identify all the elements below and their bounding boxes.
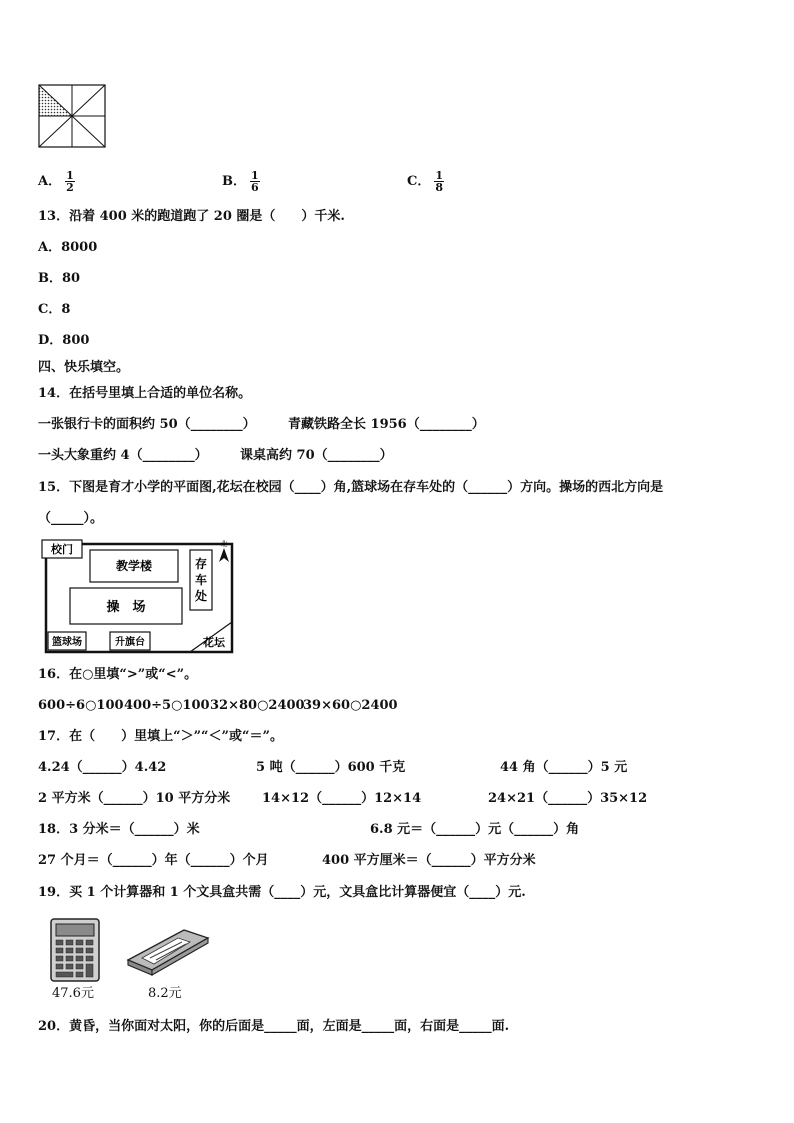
q17-stem: 17．在（ ）里填上“＞”“＜”或“＝”。 bbox=[38, 729, 283, 744]
q16-item-3: 32×80○2400 bbox=[210, 698, 305, 713]
q12-option-a: A． $\frac{1}{2}$ bbox=[38, 169, 74, 194]
q17-row1-item2: 5 吨（______）600 千克 bbox=[256, 760, 406, 775]
map-playground-label: 操 场 bbox=[106, 600, 146, 615]
q13-option-d: D．800 bbox=[38, 333, 90, 348]
q16-item-2: 400÷5○100 bbox=[124, 698, 210, 713]
q14-line1a: 一张银行卡的面积约 50（________） bbox=[38, 417, 256, 432]
q16-item-1: 600÷6○100 bbox=[38, 698, 124, 713]
q20-stem: 20．黄昏，当你面对太阳，你的后面是_____面，左面是_____面，右面是_____面. bbox=[38, 1019, 510, 1034]
map-building-label: 教学楼 bbox=[115, 559, 153, 573]
map-gate-label: 校门 bbox=[51, 543, 73, 556]
pencil-box-price: 8.2元 bbox=[148, 986, 182, 1001]
map-garden-label: 花坛 bbox=[203, 636, 225, 649]
q17-row2-item1: 2 平方米（______）10 平方分米 bbox=[38, 791, 231, 806]
q12-option-b: B． $\frac{1}{6}$ bbox=[222, 169, 259, 194]
q18-row1-item1: 18．3 分米＝（______）米 bbox=[38, 822, 200, 837]
q13-option-b: B．80 bbox=[38, 271, 81, 286]
map-bike-label-2: 车 bbox=[194, 573, 208, 587]
q14-line1b: 青藏铁路全长 1956（________） bbox=[288, 417, 485, 432]
pencil-box-icon bbox=[126, 924, 210, 976]
q17-row1-item1: 4.24（______）4.42 bbox=[38, 760, 167, 775]
q15-stem-continued: （_____）。 bbox=[38, 511, 104, 526]
q16-item-4: 39×60○2400 bbox=[303, 698, 398, 713]
q17-row1-item3: 44 角（______）5 元 bbox=[500, 760, 628, 775]
q12-option-c: C． $\frac{1}{8}$ bbox=[407, 169, 444, 194]
map-basketball-label: 篮球场 bbox=[52, 637, 82, 648]
q14-line2b: 课桌高约 70（________） bbox=[240, 448, 393, 463]
map-bike-label-1: 存 bbox=[194, 557, 208, 571]
q17-row2-item2: 14×12（______）12×14 bbox=[262, 791, 422, 806]
map-north-label: 北 bbox=[220, 540, 228, 548]
q17-row2-item3: 24×21（______）35×12 bbox=[488, 791, 648, 806]
map-flagstage-label: 升旗台 bbox=[115, 637, 145, 648]
calculator-price: 47.6元 bbox=[52, 986, 94, 1001]
q14-line2a: 一头大象重约 4（________） bbox=[38, 448, 208, 463]
q15-stem: 15．下图是育才小学的平面图,花坛在校园（____）角,篮球场在存车处的（______）方向。操场的西北方向是 bbox=[38, 480, 664, 495]
q18-row1-item2: 6.8 元＝（______）元（______）角 bbox=[370, 822, 580, 837]
section-title: 四、快乐填空。 bbox=[38, 360, 130, 375]
map-bike-label-3: 处 bbox=[194, 589, 208, 603]
q16-stem: 16．在○里填“>”或“<”。 bbox=[38, 667, 198, 682]
q18-row2-item2: 400 平方厘米＝（______）平方分米 bbox=[322, 853, 536, 868]
calculator-icon bbox=[50, 918, 100, 982]
q13-option-c: C．8 bbox=[38, 302, 71, 317]
q13-stem: 13．沿着 400 米的跑道跑了 20 圈是（ ）千米. bbox=[38, 209, 345, 224]
q19-stem: 19．买 1 个计算器和 1 个文具盒共需（____）元，文具盒比计算器便宜（____）元. bbox=[38, 885, 526, 900]
q18-row2-item1: 27 个月＝（______）年（______）个月 bbox=[38, 853, 269, 868]
q14-stem: 14．在括号里填上合适的单位名称。 bbox=[38, 386, 252, 401]
school-map bbox=[40, 536, 240, 656]
q13-option-a: A．8000 bbox=[38, 240, 98, 255]
fraction-square-figure bbox=[38, 84, 106, 148]
